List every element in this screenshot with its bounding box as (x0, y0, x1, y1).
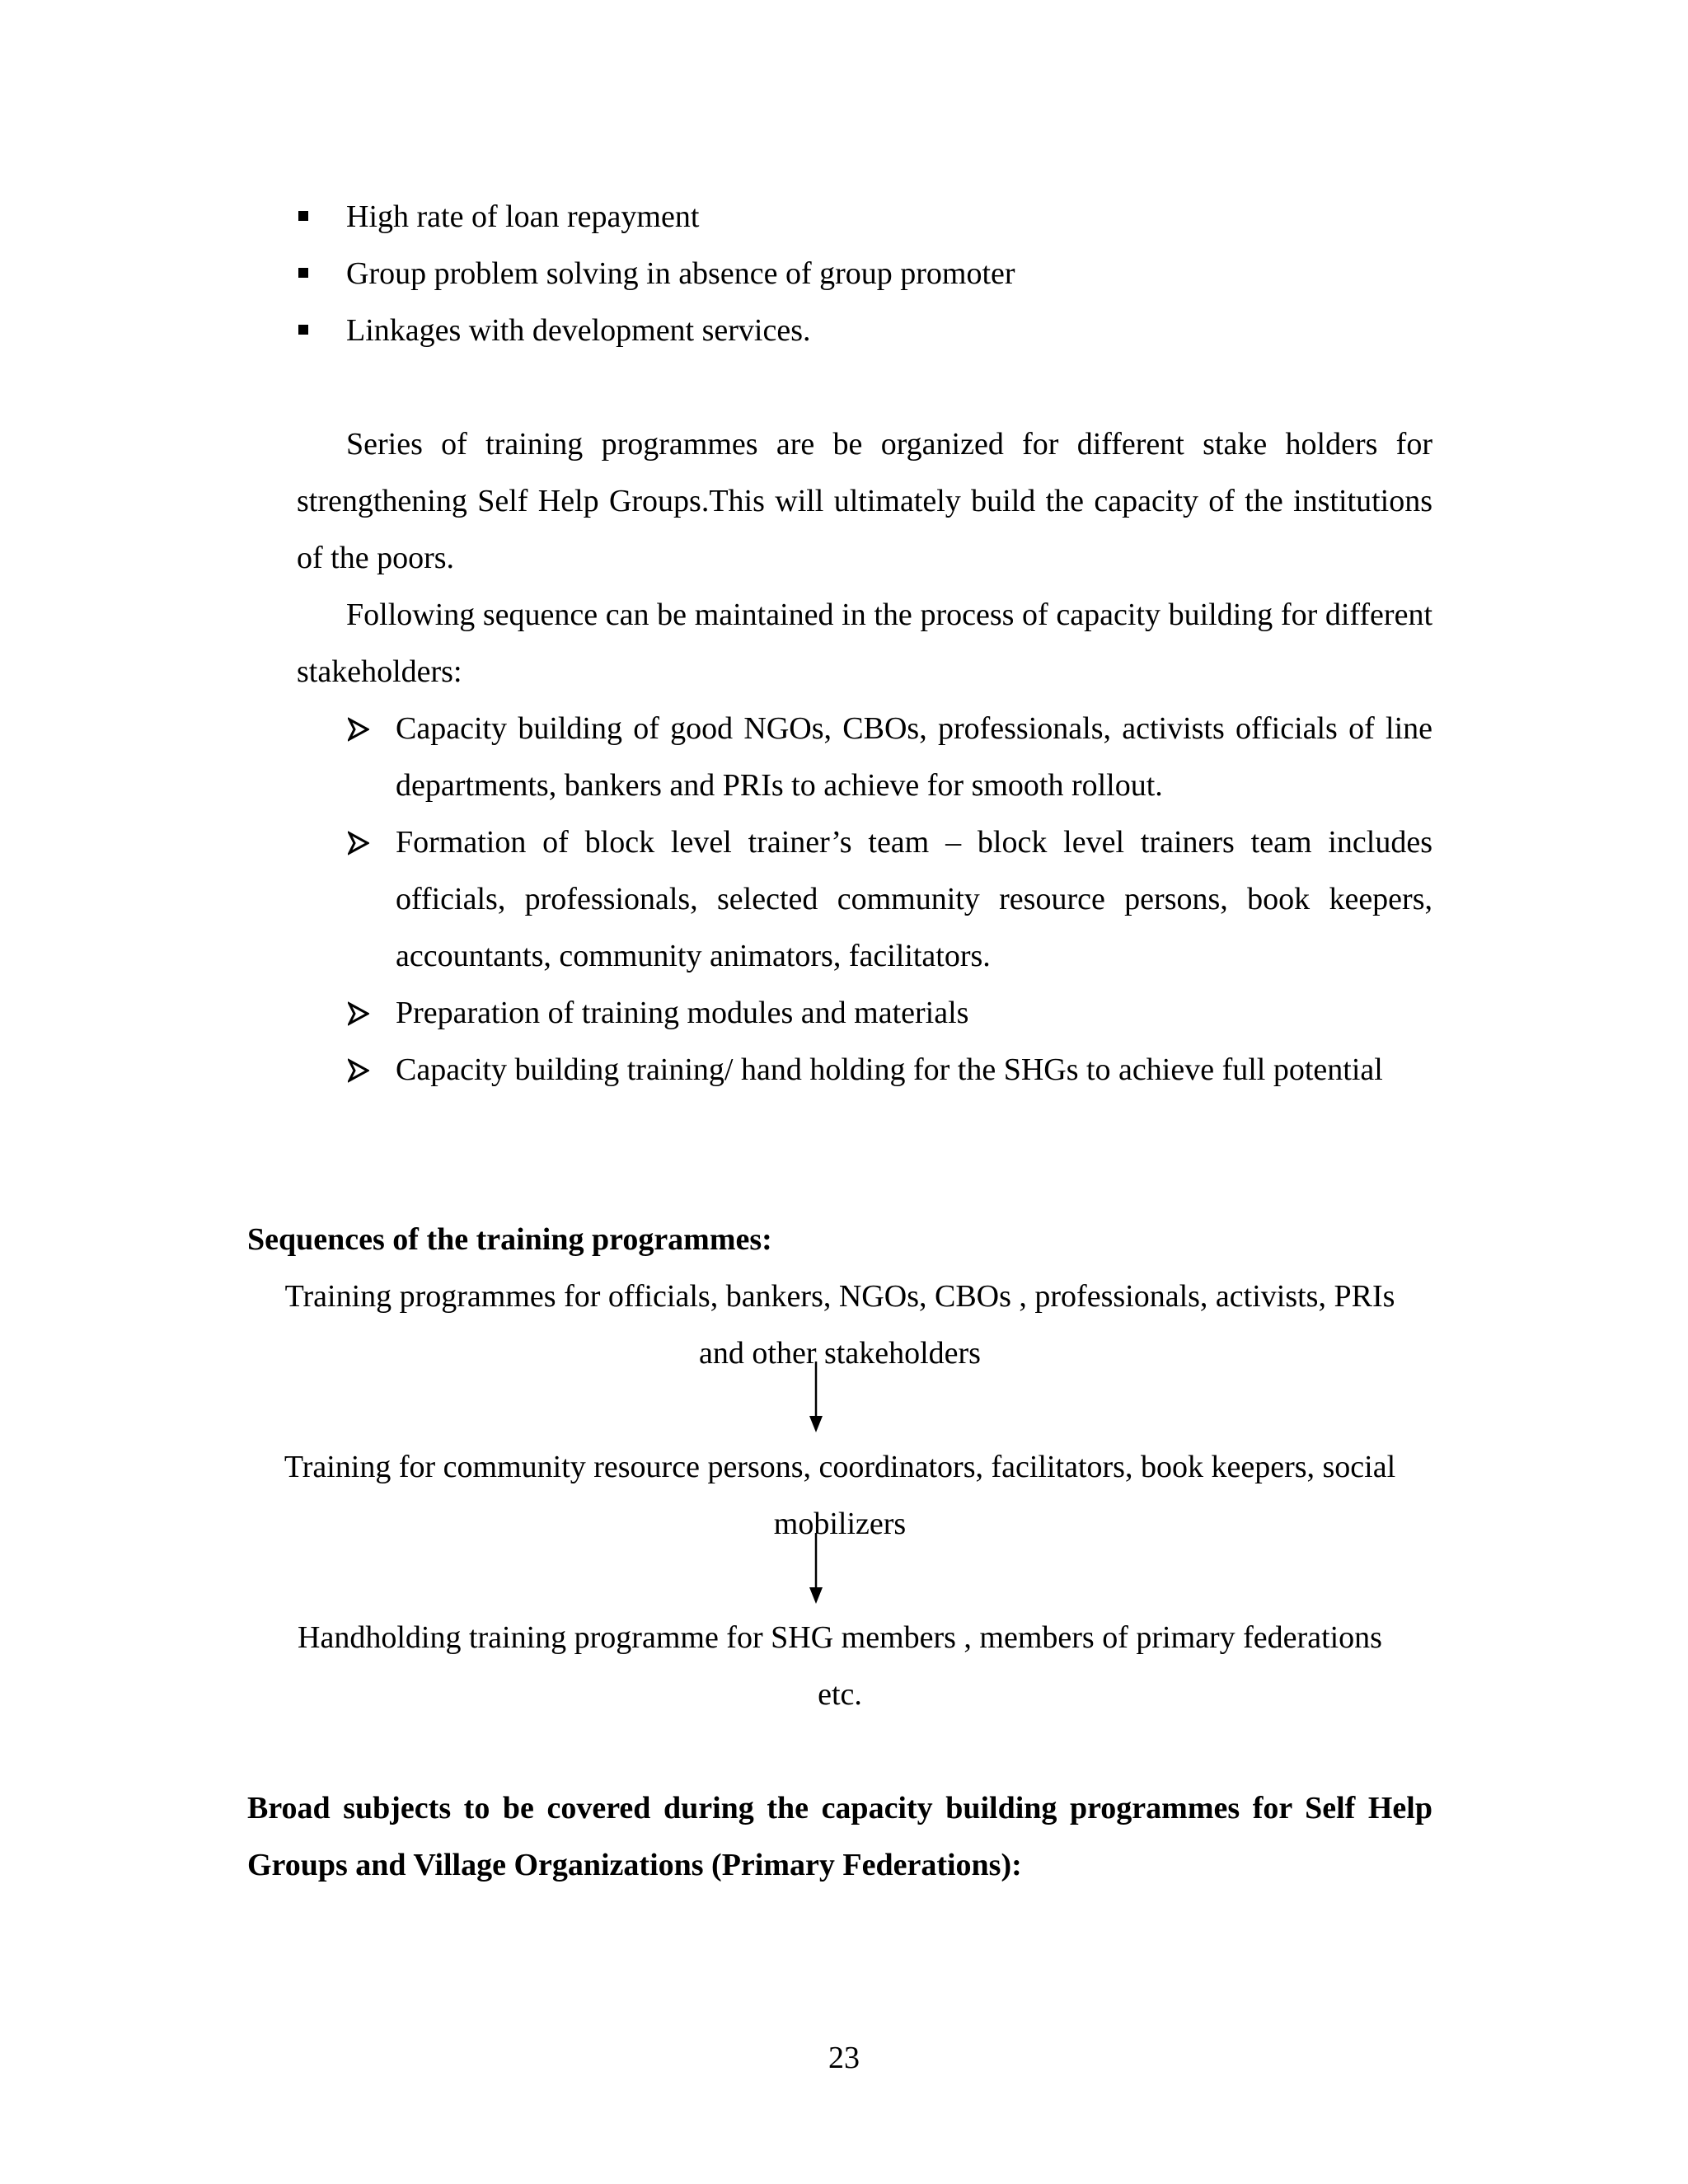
list-item (346, 814, 1432, 985)
list-item-text: High rate of loan repayment (346, 199, 700, 234)
flow-step-text: mobilizers (773, 1507, 907, 1541)
list-item-text: Capacity building of good NGOs, CBOs, professionals, activists officials of line departments, bankers and PRIs to achieve for smooth rollout. (396, 711, 1432, 803)
list-item (346, 985, 1432, 1042)
flow-step-text: Training for community resource persons, coordinators, facilitators, book keepers, social (284, 1450, 1396, 1484)
flow-step-2 (247, 1439, 1432, 1553)
flow-step-1 (247, 1268, 1432, 1382)
list-item (297, 302, 1451, 359)
paragraph-text: Series of training programmes are be organized for different stake holders for strengthening Self Help Groups.This will ultimately build the capacity of the institutions of the poors. (297, 427, 1432, 575)
down-arrow-icon (808, 1361, 824, 1432)
flow-step-text: and other stakeholders (699, 1336, 981, 1371)
square-bullet-icon (298, 268, 308, 278)
list-item-text: Formation of block level trainer’s team – block level trainers team includes officials, professionals, selected community resource persons, book keepers, accountants, community animators, facilitators. (396, 825, 1432, 973)
square-bullet-list (297, 189, 1451, 359)
arrowhead-bullet-icon (348, 831, 369, 855)
arrowhead-bullet-icon (348, 1001, 369, 1026)
flow-step-text: etc. (818, 1677, 862, 1712)
flow-step-3 (247, 1610, 1432, 1723)
list-item-text: Linkages with development services. (346, 313, 811, 348)
list-item-text: Group problem solving in absence of group promoter (346, 256, 1015, 291)
down-arrow-icon (808, 1533, 824, 1604)
section-heading-sequences: Sequences of the training programmes: (247, 1222, 772, 1257)
list-item (297, 189, 1451, 246)
square-bullet-icon (298, 325, 308, 335)
paragraph-text: Following sequence can be maintained in the process of capacity building for different stakeholders: (297, 598, 1432, 689)
list-item (297, 246, 1451, 302)
page-number: 23 (828, 2041, 860, 2075)
flow-step-text: Training programmes for officials, bankers, NGOs, CBOs , professionals, activists, PRIs (284, 1279, 1395, 1314)
arrowhead-bullet-icon (348, 717, 369, 742)
list-item-text: Preparation of training modules and materials (396, 996, 969, 1030)
flow-step-text: Handholding training programme for SHG members , members of primary federations (298, 1620, 1382, 1655)
arrowhead-bullet-icon (348, 1058, 369, 1083)
square-bullet-icon (298, 211, 308, 221)
list-item (346, 1042, 1432, 1099)
paragraph-training-series (297, 416, 1432, 587)
list-item-text: Capacity building training/ hand holding for the SHGs to achieve full potential (396, 1052, 1383, 1087)
section-heading-broad-subjects: Broad subjects to be covered during the capacity building programmes for Self Help Groups and Village Organizations (Primary Federations): (247, 1791, 1432, 1882)
arrow-bullet-list (346, 701, 1432, 1099)
paragraph-sequence-intro (297, 587, 1432, 701)
list-item (346, 701, 1432, 814)
